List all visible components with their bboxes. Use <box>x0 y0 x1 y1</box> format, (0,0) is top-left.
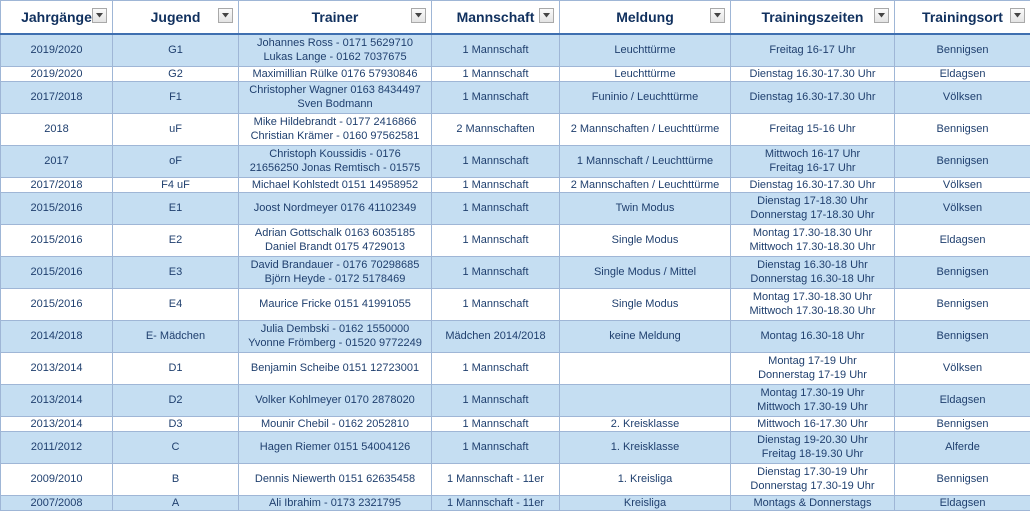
table-row <box>1 192 1030 224</box>
filter-dropdown-button[interactable] <box>218 8 233 23</box>
cell-trainingszeiten-line: Montag 17.30-19 Uhr <box>731 386 894 400</box>
cell-jahrgang[interactable]: 2013/2014 <box>1 416 113 431</box>
cell-mannschaft[interactable]: 1 Mannschaft <box>432 431 560 463</box>
cell-mannschaft[interactable]: 1 Mannschaft <box>432 352 560 384</box>
cell-trainingszeiten[interactable] <box>731 320 895 352</box>
table-row <box>1 34 1030 66</box>
cell-trainingszeiten[interactable] <box>731 34 895 66</box>
cell-trainingszeiten[interactable] <box>731 81 895 113</box>
cell-trainingszeiten-line: Freitag 18-19.30 Uhr <box>731 447 894 461</box>
cell-mannschaft[interactable]: 1 Mannschaft <box>432 224 560 256</box>
column-header-label: Jugend <box>151 9 201 25</box>
cell-jugend[interactable]: G1 <box>113 34 239 66</box>
cell-trainingszeiten-line: Dienstag 16.30-17.30 Uhr <box>731 90 894 104</box>
cell-trainer-line: Sven Bodmann <box>239 97 431 111</box>
cell-trainingszeiten[interactable] <box>731 288 895 320</box>
cell-jahrgang[interactable]: 2017/2018 <box>1 177 113 192</box>
cell-trainingszeiten[interactable] <box>731 256 895 288</box>
cell-jahrgang[interactable]: 2009/2010 <box>1 463 113 495</box>
cell-trainer-line: Joost Nordmeyer 0176 41102349 <box>239 201 431 215</box>
cell-mannschaft[interactable]: 1 Mannschaft <box>432 416 560 431</box>
cell-trainingszeiten[interactable] <box>731 192 895 224</box>
cell-mannschaft[interactable]: 1 Mannschaft <box>432 34 560 66</box>
cell-mannschaft[interactable]: 1 Mannschaft <box>432 256 560 288</box>
cell-trainingsort[interactable]: Bennigsen <box>895 416 1030 431</box>
cell-trainingszeiten-line: Donnerstag 17-19 Uhr <box>731 368 894 382</box>
cell-jahrgang[interactable]: 2019/2020 <box>1 66 113 81</box>
cell-mannschaft[interactable]: 1 Mannschaft <box>432 177 560 192</box>
cell-trainingszeiten-line: Mittwoch 17.30-19 Uhr <box>731 400 894 414</box>
cell-trainer-line: Mounir Chebil - 0162 2052810 <box>239 417 431 431</box>
cell-trainingszeiten-line: Mittwoch 17.30-18.30 Uhr <box>731 304 894 318</box>
cell-trainer[interactable] <box>239 431 432 463</box>
cell-mannschaft[interactable]: 2 Mannschaften <box>432 113 560 145</box>
cell-trainingszeiten-line: Dienstag 16.30-17.30 Uhr <box>731 67 894 81</box>
cell-mannschaft[interactable]: 1 Mannschaft - 11er <box>432 463 560 495</box>
cell-jugend[interactable]: E2 <box>113 224 239 256</box>
cell-jahrgang[interactable]: 2017 <box>1 145 113 177</box>
cell-trainingsort[interactable]: Völksen <box>895 352 1030 384</box>
table-body <box>1 34 1030 510</box>
table-row <box>1 288 1030 320</box>
cell-trainingszeiten[interactable] <box>731 463 895 495</box>
filter-dropdown-button[interactable] <box>874 8 889 23</box>
cell-trainer-line: Adrian Gottschalk 0163 6035185 <box>239 226 431 240</box>
cell-trainingsort[interactable]: Bennigsen <box>895 34 1030 66</box>
cell-meldung[interactable] <box>560 384 731 416</box>
cell-meldung[interactable]: Single Modus <box>560 288 731 320</box>
cell-trainingszeiten[interactable] <box>731 66 895 81</box>
table-row <box>1 145 1030 177</box>
table-row <box>1 352 1030 384</box>
cell-trainer[interactable] <box>239 66 432 81</box>
cell-trainer[interactable] <box>239 352 432 384</box>
cell-trainingszeiten-line: Montag 16.30-18 Uhr <box>731 329 894 343</box>
chevron-down-icon <box>1014 13 1021 18</box>
cell-jugend[interactable]: E- Mädchen <box>113 320 239 352</box>
cell-meldung[interactable]: Single Modus <box>560 224 731 256</box>
cell-meldung[interactable]: Twin Modus <box>560 192 731 224</box>
cell-trainer-line: Lukas Lange - 0162 7037675 <box>239 50 431 64</box>
table-row <box>1 256 1030 288</box>
cell-trainer[interactable] <box>239 416 432 431</box>
cell-trainer[interactable] <box>239 192 432 224</box>
cell-trainingsort[interactable]: Eldagsen <box>895 384 1030 416</box>
cell-trainingszeiten-line: Montag 17-19 Uhr <box>731 354 894 368</box>
cell-mannschaft[interactable]: 1 Mannschaft - 11er <box>432 495 560 510</box>
cell-trainingszeiten[interactable] <box>731 352 895 384</box>
cell-jugend[interactable]: F1 <box>113 81 239 113</box>
filter-dropdown-button[interactable] <box>539 8 554 23</box>
cell-trainingszeiten[interactable] <box>731 224 895 256</box>
cell-trainer-line: 21656250 Jonas Remtisch - 01575 <box>239 161 431 175</box>
cell-mannschaft[interactable]: 1 Mannschaft <box>432 145 560 177</box>
cell-trainingsort[interactable]: Bennigsen <box>895 145 1030 177</box>
cell-trainer-line: Maurice Fricke 0151 41991055 <box>239 297 431 311</box>
cell-trainer[interactable] <box>239 81 432 113</box>
cell-trainingsort[interactable]: Völksen <box>895 81 1030 113</box>
header-row <box>1 1 1030 35</box>
chevron-down-icon <box>878 13 885 18</box>
cell-trainer-line: Mike Hildebrandt - 0177 2416866 <box>239 115 431 129</box>
cell-trainingsort[interactable]: Völksen <box>895 192 1030 224</box>
table-row <box>1 384 1030 416</box>
filter-dropdown-button[interactable] <box>710 8 725 23</box>
filter-dropdown-button[interactable] <box>411 8 426 23</box>
cell-trainingszeiten[interactable] <box>731 177 895 192</box>
cell-meldung[interactable]: 1 Mannschaft / Leuchttürme <box>560 145 731 177</box>
cell-trainingszeiten-line: Donnerstag 16.30-18 Uhr <box>731 272 894 286</box>
chevron-down-icon <box>543 13 550 18</box>
column-header-label: Trainer <box>312 9 359 25</box>
cell-trainer-line: David Brandauer - 0176 70298685 <box>239 258 431 272</box>
cell-trainer-line: Björn Heyde - 0172 5178469 <box>239 272 431 286</box>
table-row <box>1 431 1030 463</box>
column-header <box>895 1 1030 35</box>
chevron-down-icon <box>96 13 103 18</box>
cell-jahrgang[interactable]: 2007/2008 <box>1 495 113 510</box>
table-row <box>1 495 1030 510</box>
cell-trainingsort[interactable]: Bennigsen <box>895 463 1030 495</box>
table-row <box>1 224 1030 256</box>
cell-trainingsort[interactable]: Bennigsen <box>895 256 1030 288</box>
cell-jahrgang[interactable]: 2015/2016 <box>1 288 113 320</box>
cell-jugend[interactable]: F4 uF <box>113 177 239 192</box>
cell-trainingszeiten-line: Mittwoch 17.30-18.30 Uhr <box>731 240 894 254</box>
cell-jahrgang[interactable]: 2018 <box>1 113 113 145</box>
chevron-down-icon <box>714 13 721 18</box>
cell-mannschaft[interactable]: 1 Mannschaft <box>432 288 560 320</box>
cell-trainer-line: Benjamin Scheibe 0151 12723001 <box>239 361 431 375</box>
cell-trainingsort[interactable]: Völksen <box>895 177 1030 192</box>
cell-trainer[interactable] <box>239 463 432 495</box>
cell-trainingsort[interactable]: Bennigsen <box>895 288 1030 320</box>
cell-jugend[interactable]: D1 <box>113 352 239 384</box>
table-row <box>1 177 1030 192</box>
cell-jugend[interactable]: G2 <box>113 66 239 81</box>
chevron-down-icon <box>222 13 229 18</box>
column-header <box>113 1 239 35</box>
cell-trainingsort[interactable]: Alferde <box>895 431 1030 463</box>
column-header <box>239 1 432 35</box>
cell-mannschaft[interactable]: 1 Mannschaft <box>432 384 560 416</box>
cell-trainer[interactable] <box>239 320 432 352</box>
cell-mannschaft[interactable]: Mädchen 2014/2018 <box>432 320 560 352</box>
cell-trainingsort[interactable]: Eldagsen <box>895 224 1030 256</box>
cell-mannschaft[interactable]: 1 Mannschaft <box>432 81 560 113</box>
cell-trainingszeiten-line: Mittwoch 16-17 Uhr <box>731 147 894 161</box>
column-header-label: Trainingszeiten <box>762 9 864 25</box>
cell-jahrgang[interactable]: 2013/2014 <box>1 352 113 384</box>
cell-trainer-line: Yvonne Frömberg - 01520 9772249 <box>239 336 431 350</box>
cell-trainingszeiten[interactable] <box>731 145 895 177</box>
cell-trainer[interactable] <box>239 177 432 192</box>
cell-trainer[interactable] <box>239 113 432 145</box>
cell-jahrgang[interactable]: 2017/2018 <box>1 81 113 113</box>
table-row <box>1 66 1030 81</box>
cell-trainer-line: Julia Dembski - 0162 1550000 <box>239 322 431 336</box>
cell-trainer-line: Volker Kohlmeyer 0170 2878020 <box>239 393 431 407</box>
filter-dropdown-button[interactable] <box>92 8 107 23</box>
cell-trainingszeiten-line: Dienstag 19-20.30 Uhr <box>731 433 894 447</box>
cell-meldung[interactable]: Kreisliga <box>560 495 731 510</box>
cell-trainer-line: Michael Kohlstedt 0151 14958952 <box>239 178 431 192</box>
cell-jahrgang[interactable]: 2014/2018 <box>1 320 113 352</box>
table-row <box>1 416 1030 431</box>
cell-trainingsort[interactable]: Bennigsen <box>895 320 1030 352</box>
cell-trainingszeiten[interactable] <box>731 431 895 463</box>
cell-jugend[interactable]: E3 <box>113 256 239 288</box>
cell-jugend[interactable]: D3 <box>113 416 239 431</box>
cell-meldung[interactable]: Leuchttürme <box>560 34 731 66</box>
cell-trainingszeiten-line: Montag 17.30-18.30 Uhr <box>731 290 894 304</box>
cell-trainer-line: Christopher Wagner 0163 8434497 <box>239 83 431 97</box>
cell-meldung[interactable]: Single Modus / Mittel <box>560 256 731 288</box>
cell-trainingszeiten-line: Freitag 16-17 Uhr <box>731 43 894 57</box>
cell-jahrgang[interactable]: 2013/2014 <box>1 384 113 416</box>
cell-trainer[interactable] <box>239 384 432 416</box>
cell-jugend[interactable]: C <box>113 431 239 463</box>
cell-trainingszeiten-line: Donnerstag 17-18.30 Uhr <box>731 208 894 222</box>
cell-trainingsort[interactable]: Eldagsen <box>895 66 1030 81</box>
cell-trainingszeiten-line: Montag 17.30-18.30 Uhr <box>731 226 894 240</box>
table-row <box>1 113 1030 145</box>
column-header-label: Meldung <box>616 9 674 25</box>
cell-trainingszeiten-line: Dienstag 16.30-17.30 Uhr <box>731 178 894 192</box>
cell-trainer[interactable] <box>239 224 432 256</box>
cell-trainer[interactable] <box>239 145 432 177</box>
cell-mannschaft[interactable]: 1 Mannschaft <box>432 66 560 81</box>
cell-trainingszeiten[interactable] <box>731 113 895 145</box>
cell-trainingszeiten[interactable] <box>731 495 895 510</box>
cell-trainer-line: Maximillian Rülke 0176 57930846 <box>239 67 431 81</box>
cell-trainingszeiten-line: Dienstag 16.30-18 Uhr <box>731 258 894 272</box>
cell-meldung[interactable]: Leuchttürme <box>560 66 731 81</box>
column-header-label: Trainingsort <box>922 9 1003 25</box>
cell-jugend[interactable]: A <box>113 495 239 510</box>
cell-trainingszeiten-line: Dienstag 17.30-19 Uhr <box>731 465 894 479</box>
cell-meldung[interactable]: keine Meldung <box>560 320 731 352</box>
cell-meldung[interactable]: 2 Mannschaften / Leuchttürme <box>560 177 731 192</box>
cell-meldung[interactable]: 1. Kreisliga <box>560 463 731 495</box>
column-header-label: Mannschaft <box>457 9 535 25</box>
cell-meldung[interactable]: 2 Mannschaften / Leuchttürme <box>560 113 731 145</box>
table-row <box>1 463 1030 495</box>
column-header <box>731 1 895 35</box>
column-header-label: Jahrgänge <box>21 9 92 25</box>
cell-meldung[interactable]: 1. Kreisklasse <box>560 431 731 463</box>
column-header <box>560 1 731 35</box>
cell-trainingszeiten-line: Mittwoch 16-17.30 Uhr <box>731 417 894 431</box>
cell-jugend[interactable]: E4 <box>113 288 239 320</box>
cell-mannschaft[interactable]: 1 Mannschaft <box>432 192 560 224</box>
column-header <box>432 1 560 35</box>
cell-meldung[interactable] <box>560 352 731 384</box>
cell-trainer[interactable] <box>239 34 432 66</box>
column-header <box>1 1 113 35</box>
cell-trainingszeiten-line: Freitag 15-16 Uhr <box>731 122 894 136</box>
cell-jahrgang[interactable]: 2015/2016 <box>1 192 113 224</box>
cell-jugend[interactable]: D2 <box>113 384 239 416</box>
cell-trainingszeiten-line: Dienstag 17-18.30 Uhr <box>731 194 894 208</box>
cell-trainer-line: Ali Ibrahim - 0173 2321795 <box>239 496 431 510</box>
cell-trainingszeiten-line: Donnerstag 17.30-19 Uhr <box>731 479 894 493</box>
cell-jugend[interactable]: E1 <box>113 192 239 224</box>
cell-trainingszeiten[interactable] <box>731 416 895 431</box>
cell-jahrgang[interactable]: 2019/2020 <box>1 34 113 66</box>
cell-trainer-line: Johannes Ross - 0171 5629710 <box>239 36 431 50</box>
cell-trainingszeiten[interactable] <box>731 384 895 416</box>
cell-trainingsort[interactable]: Bennigsen <box>895 113 1030 145</box>
cell-jahrgang[interactable]: 2015/2016 <box>1 224 113 256</box>
chevron-down-icon <box>415 13 422 18</box>
cell-jugend[interactable]: B <box>113 463 239 495</box>
cell-trainer[interactable] <box>239 495 432 510</box>
cell-trainingszeiten-line: Montags & Donnerstags <box>731 496 894 510</box>
table-row <box>1 320 1030 352</box>
cell-trainer-line: Christoph Koussidis - 0176 <box>239 147 431 161</box>
cell-trainer[interactable] <box>239 256 432 288</box>
cell-meldung[interactable]: 2. Kreisklasse <box>560 416 731 431</box>
cell-jahrgang[interactable]: 2011/2012 <box>1 431 113 463</box>
cell-trainer-line: Daniel Brandt 0175 4729013 <box>239 240 431 254</box>
cell-jugend[interactable]: uF <box>113 113 239 145</box>
cell-trainer-line: Hagen Riemer 0151 54004126 <box>239 440 431 454</box>
table-row <box>1 81 1030 113</box>
cell-trainer-line: Christian Krämer - 0160 97562581 <box>239 129 431 143</box>
cell-trainingszeiten-line: Freitag 16-17 Uhr <box>731 161 894 175</box>
filter-dropdown-button[interactable] <box>1010 8 1025 23</box>
cell-jugend[interactable]: oF <box>113 145 239 177</box>
cell-trainer[interactable] <box>239 288 432 320</box>
cell-trainer-line: Dennis Niewerth 0151 62635458 <box>239 472 431 486</box>
cell-jahrgang[interactable]: 2015/2016 <box>1 256 113 288</box>
cell-trainingsort[interactable]: Eldagsen <box>895 495 1030 510</box>
cell-meldung[interactable]: Funinio / Leuchttürme <box>560 81 731 113</box>
